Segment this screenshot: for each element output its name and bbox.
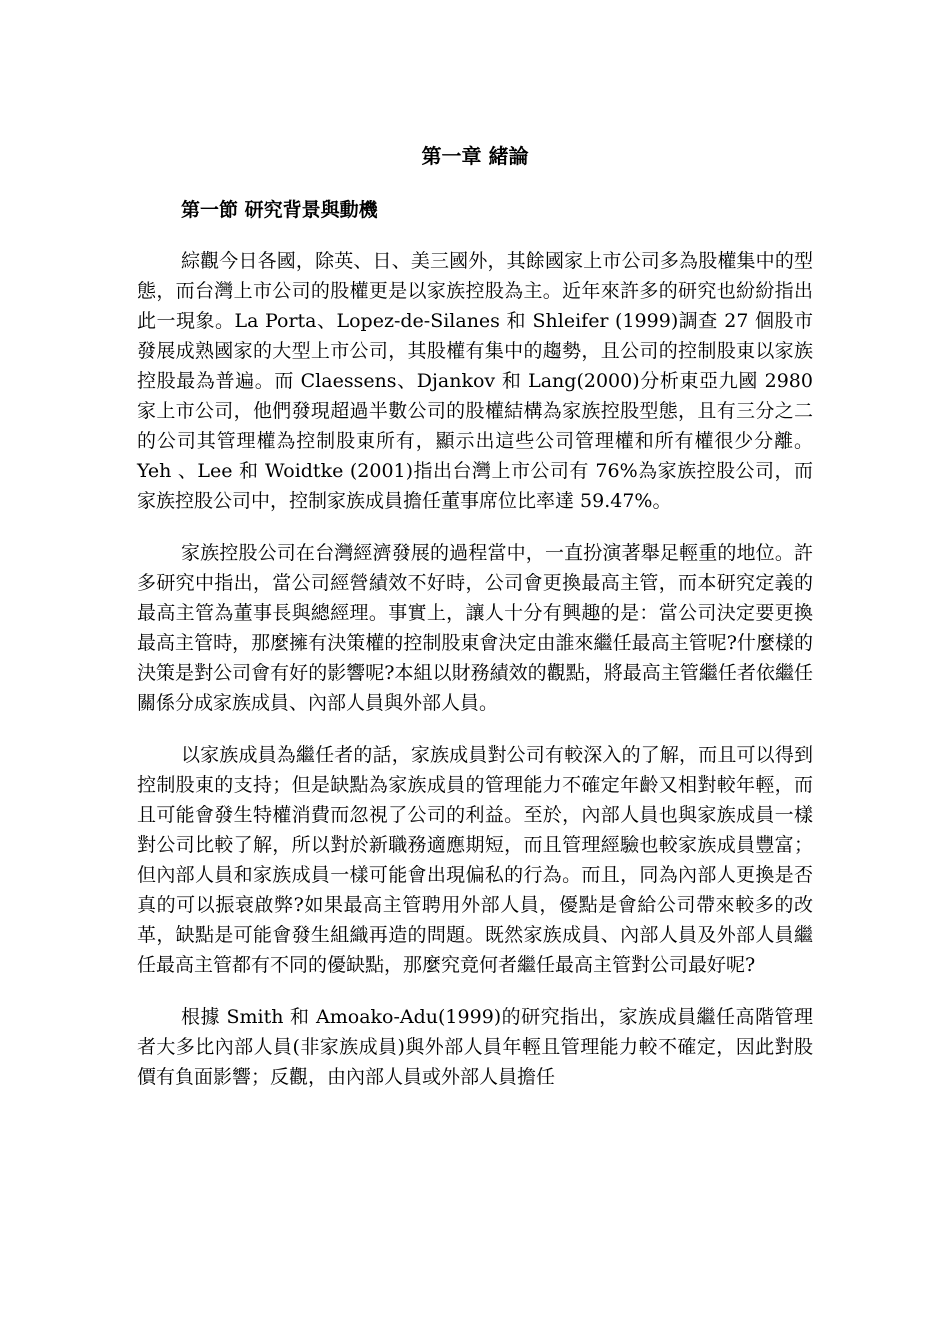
section-title: 第一節 研究背景與動機 [181, 199, 378, 221]
document-page [137, 140, 813, 1114]
chapter-title: 第一章 緒論 [421, 144, 529, 168]
paragraph: 綜觀今日各國，除英、日、美三國外，其餘國家上市公司多為股權集中的型態，而台灣上市公司的股權更是以家族控股為主。近年來許多的研究也紛紛指出此一現象。La Porta、Lopez-de-Silanes 和 Shleifer (1999)調查 27 個股市發展成熟國家的大型上市公司，其股權有集中的趨勢，且公司的控制股東以家族控股最為普遍。而 Claessens、Djankov 和 Lang(2000)分析東亞九國 2980 家上市公司，他們發現超過半數公司的股權結構為家族控股型態，且有三分之二的公司其管理權為控制股東所有，顯示出這些公司管理權和所有權很少分離。Yeh 、Lee 和 Woidtke (2001)指出台灣上市公司有 76%為家族控股公司，而家族控股公司中，控制家族成員擔任董事席位比率達 59.47%。 [137, 250, 813, 512]
paragraph: 根據 Smith 和 Amoako-Adu(1999)的研究指出，家族成員繼任高階管理者大多比內部人員(非家族成員)與外部人員年輕且管理能力較不確定，因此對股價有負面影響；反觀，由內部人員或外部人員擔任 [137, 1006, 813, 1088]
paragraph: 家族控股公司在台灣經濟發展的過程當中，一直扮演著舉足輕重的地位。許多研究中指出，當公司經營績效不好時，公司會更換最高主管，而本研究定義的最高主管為董事長與總經理。事實上，讓人十分有興趣的是：當公司決定要更換最高主管時，那麼擁有決策權的控制股東會決定由誰來繼任最高主管呢?什麼樣的決策是對公司會有好的影響呢?本組以財務績效的觀點，將最高主管繼任者依繼任關係分成家族成員、內部人員與外部人員。 [137, 542, 813, 714]
paragraph: 以家族成員為繼任者的話，家族成員對公司有較深入的了解，而且可以得到控制股東的支持；但是缺點為家族成員的管理能力不確定年齡又相對較年輕，而且可能會發生特權消費而忽視了公司的利益。至於，內部人員也與家族成員一樣對公司比較了解，所以對於新職務適應期短，而且管理經驗也較家族成員豐富；但內部人員和家族成員一樣可能會出現偏私的行為。而且，同為內部人更換是否真的可以振衰啟弊?如果最高主管聘用外部人員，優點是會給公司帶來較多的改革，缺點是可能會發生組織再造的問題。既然家族成員、內部人員及外部人員繼任最高主管都有不同的優缺點，那麼究竟何者繼任最高主管對公司最好呢? [137, 744, 813, 976]
